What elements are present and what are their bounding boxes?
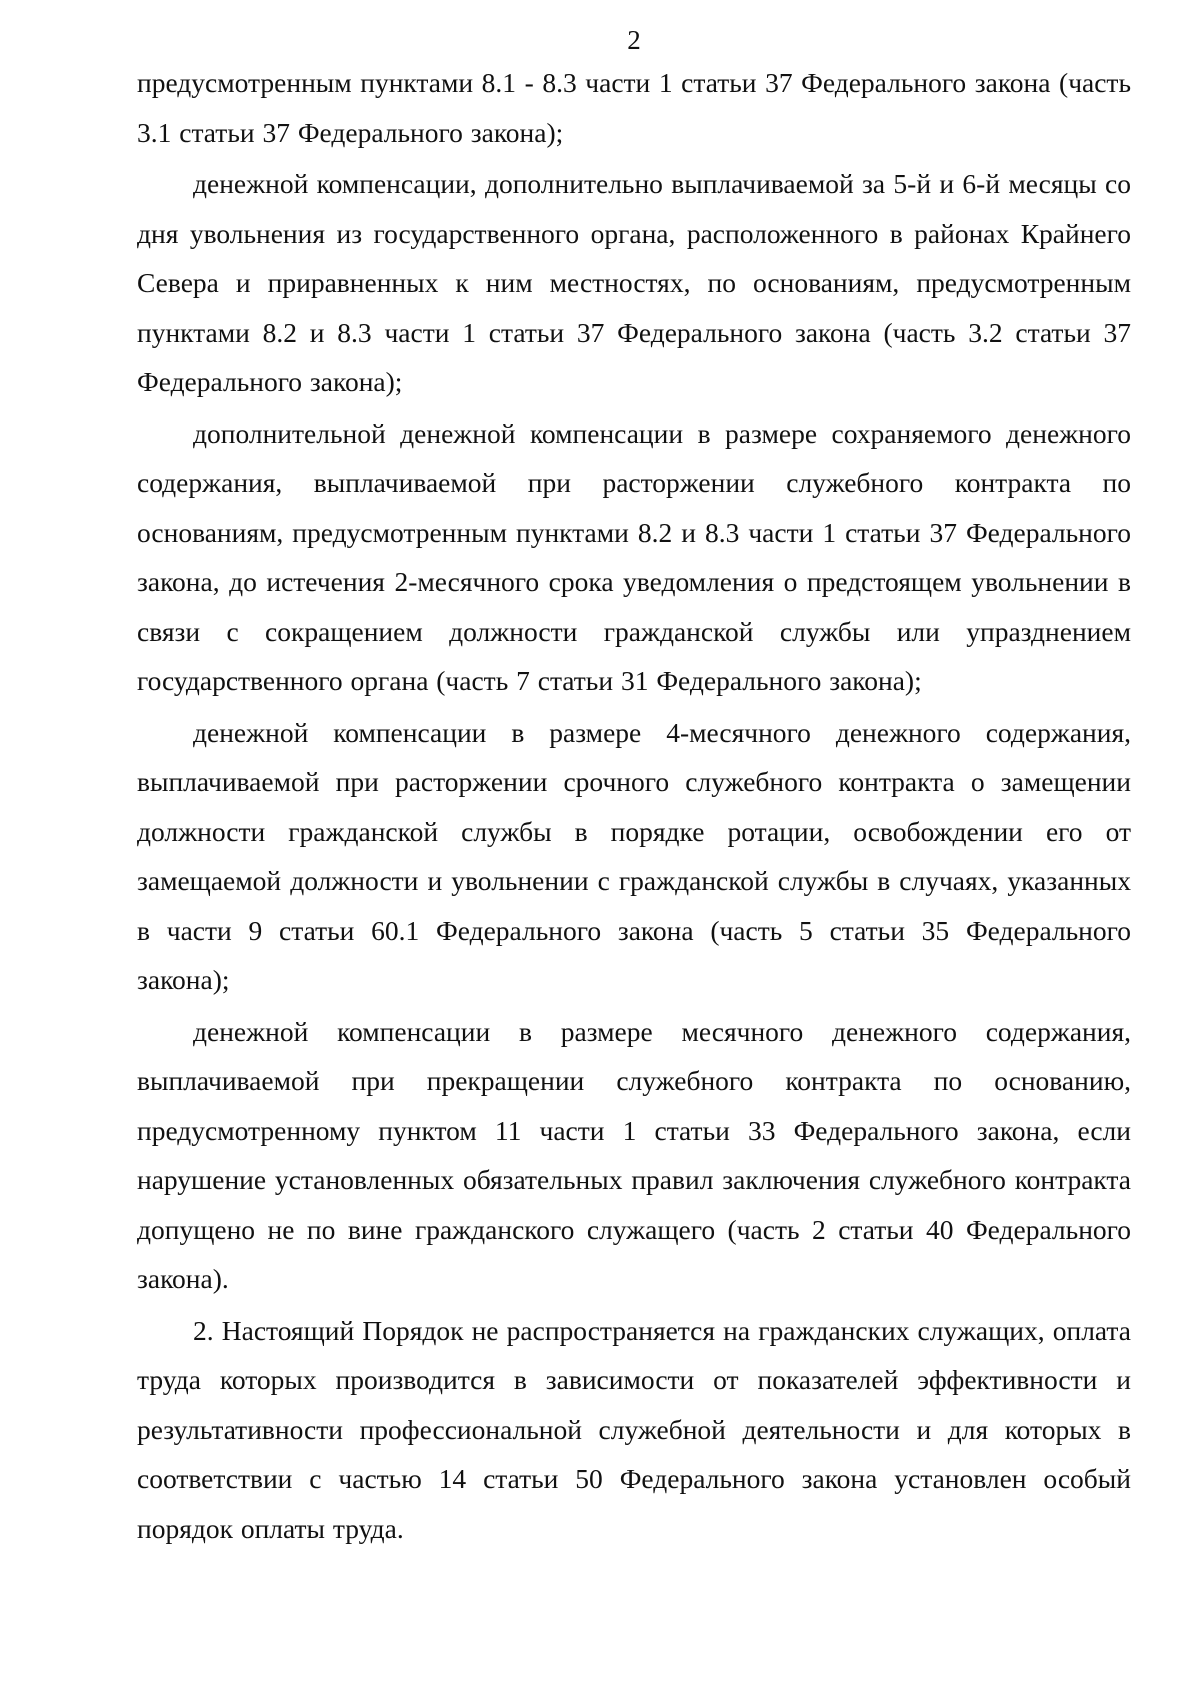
paragraph-compensation-5-6-months: денежной компенсации, дополнительно выплачиваемой за 5-й и 6-й месяцы со дня увольнения из государственного органа, расположенного в районах Крайнего Севера и приравненных к ним местностях, по основаниям, предусмотренным пунктами 8.2 и 8.3 части 1 статьи 37 Федерального закона (часть 3.2 статьи 37 Федерального закона); xyxy=(137,168,1131,397)
paragraph-continuation: предусмотренным пунктами 8.1 - 8.3 части 1 статьи 37 Федерального закона (часть 3.1 статьи 37 Федерального закона); xyxy=(137,67,1131,148)
paragraph-section-2: 2. Настоящий Порядок не распространяется на гражданских служащих, оплата труда которых производится в зависимости от показателей эффективности и результативности профессиональной служебной деятельности и для которых в соответствии с частью 14 статьи 50 Федерального закона установлен особый порядок оплаты труда. xyxy=(137,1314,1131,1544)
paragraph-additional-compensation: дополнительной денежной компенсации в размере сохраняемого денежного содержания, выплачиваемой при расторжении служебного контракта по основаниям, предусмотренным пунктами 8.2 и 8.3 части 1 статьи 37 Федерального закона, до истечения 2-месячного срока уведомления о предстоящем увольнении в связи с сокращением должности гражданской службы или упразднением государственного органа (часть 7 статьи 31 Федерального закона); xyxy=(137,417,1131,696)
document-page xyxy=(137,22,1131,1553)
page-number: 2 xyxy=(627,25,641,55)
paragraph-compensation-monthly: денежной компенсации в размере месячного денежного содержания, выплачиваемой при прекращении служебного контракта по основанию, предусмотренному пунктом 11 части 1 статьи 33 Федерального закона, если нарушение установленных обязательных правил заключения служебного контракта допущено не по вине гражданского служащего (часть 2 статьи 40 Федерального закона). xyxy=(137,1015,1131,1294)
paragraph-compensation-4-months: денежной компенсации в размере 4-месячного денежного содержания, выплачиваемой при расторжении срочного служебного контракта о замещении должности гражданской службы в порядке ротации, освобождении его от замещаемой должности и увольнении с гражданской службы в случаях, указанных в части 9 статьи 60.1 Федерального закона (часть 5 статьи 35 Федерального закона); xyxy=(137,716,1131,995)
